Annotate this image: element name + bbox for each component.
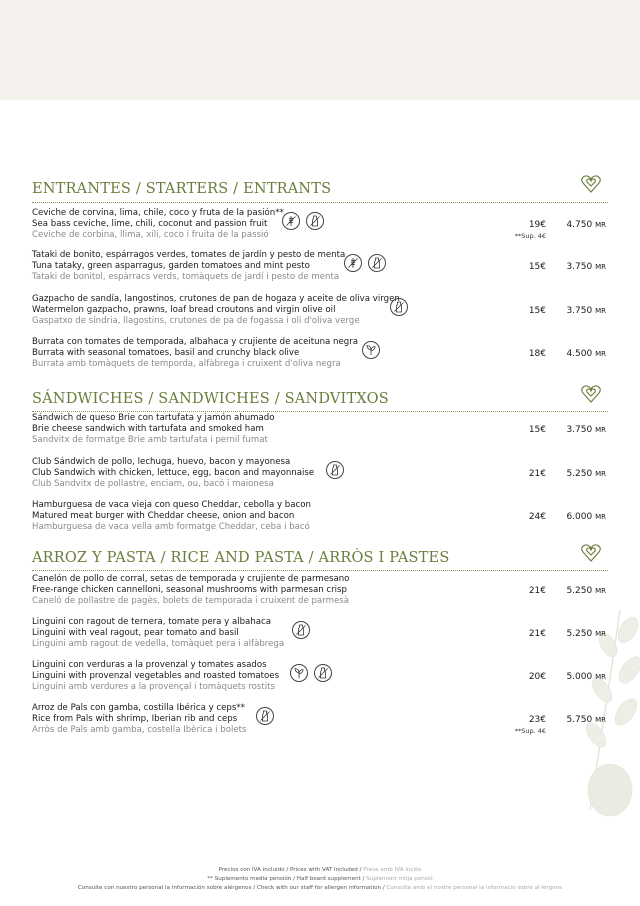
item-mr-price: 4.500 MR bbox=[566, 349, 606, 359]
section-rule bbox=[32, 570, 608, 571]
section-starters bbox=[32, 181, 608, 369]
menu-item bbox=[32, 457, 608, 490]
heart-logo-icon bbox=[580, 384, 602, 404]
section-title: SÁNDWICHES / SANDWICHES / SANDVITXOS bbox=[32, 391, 389, 407]
item-mr-price: 5.250 MR bbox=[566, 586, 606, 596]
item-name-ca: Burrata amb tomàquets de temporda, alfàbrega i cruixent d'oliva negra bbox=[32, 359, 341, 369]
no-lactose-icon bbox=[306, 212, 324, 230]
item-price: 21€ bbox=[528, 629, 546, 639]
section-rule bbox=[32, 411, 608, 412]
item-name-en: Burrata with seasonal tomatoes, basil and crunchy black olive bbox=[32, 348, 300, 358]
item-mr-price: 3.750 MR bbox=[566, 425, 606, 435]
item-name-es: Sándwich de queso Brie con tartufata y jamón ahumado bbox=[32, 413, 275, 423]
item-name-es: Hamburguesa de vaca vieja con queso Cheddar, cebolla y bacon bbox=[32, 500, 311, 510]
item-mr-price: 3.750 MR bbox=[566, 306, 606, 316]
footer-notes bbox=[0, 866, 640, 893]
item-price: 15€ bbox=[528, 262, 546, 272]
item-name-en: Free-range chicken cannelloni, seasonal mushrooms with parmesan crisp bbox=[32, 585, 347, 595]
no-lactose-icon bbox=[326, 461, 344, 479]
item-mr-price: 6.000 MR bbox=[566, 512, 606, 522]
item-price: 20€ bbox=[528, 672, 546, 682]
item-price: 21€ bbox=[528, 586, 546, 596]
header-band bbox=[0, 0, 640, 100]
no-lactose-icon bbox=[256, 707, 274, 725]
item-name-ca: Caneló de pollastre de pagès, bolets de temporada i cruixent de parmesà bbox=[32, 596, 349, 606]
menu-item bbox=[32, 703, 608, 736]
no-lactose-icon bbox=[390, 298, 408, 316]
footer-allergen-line: Consulte con nuestro personal la información sobre alérgenos / Check with our staff for allergen information / Consulte amb el nostre personal la informació sobre al·lèrgens bbox=[77, 885, 563, 891]
item-name-en: Linguini with veal ragout, pear tomato and basil bbox=[32, 628, 239, 638]
item-name-en: Matured meat burger with Cheddar cheese, onion and bacon bbox=[32, 511, 295, 521]
menu-item bbox=[32, 660, 608, 693]
item-name-ca: Arròs de Pals amb gamba, costella Ibèrica i bolets bbox=[32, 725, 247, 735]
item-name-en: Rice from Pals with shrimp, Iberian rib and ceps bbox=[32, 714, 238, 724]
item-mr-price: 5.250 MR bbox=[566, 469, 606, 479]
item-mr-price: 5.750 MR bbox=[566, 715, 606, 725]
item-name-es: Arroz de Pals con gamba, costilla Ibérica y ceps** bbox=[32, 703, 245, 713]
section-sandwiches bbox=[32, 391, 608, 532]
menu-item bbox=[32, 250, 608, 283]
heart-logo-icon bbox=[580, 174, 602, 194]
item-mr-price: 5.250 MR bbox=[566, 629, 606, 639]
item-name-ca: Linguini amb verdures a la provençal i tomàquets rostits bbox=[32, 682, 276, 692]
section-title: ARROZ Y PASTA / RICE AND PASTA / ARRÒS I PASTES bbox=[32, 550, 450, 566]
menu-item bbox=[32, 413, 608, 446]
section-rice-pasta bbox=[32, 550, 608, 735]
item-name-ca: Gaspatxo de síndria, llagostins, crutones de pa de fogassa i oli d'oliva verge bbox=[32, 316, 360, 326]
menu-item bbox=[32, 337, 608, 370]
item-name-en: Tuna tataky, green asparragus, garden tomatoes and mint pesto bbox=[32, 261, 310, 271]
item-name-ca: Hamburguesa de vaca vella amb formatge Cheddar, ceba i bacó bbox=[32, 522, 310, 532]
footer-vat-line: Precios con IVA incluido / Prices with VAT included / Preus amb IVA inclòs bbox=[218, 867, 422, 873]
vegetarian-icon bbox=[290, 664, 308, 682]
item-name-ca: Ceviche de corbina, llima, xili, coco i fruita de la passió bbox=[32, 230, 269, 240]
item-name-es: Tataki de bonito, espárragos verdes, tomates de jardín y pesto de menta bbox=[32, 250, 346, 260]
item-name-ca: Sandvitx de formatge Brie amb tartufata i pernil fumat bbox=[32, 435, 268, 445]
vegetarian-icon bbox=[362, 341, 380, 359]
item-name-en: Club Sandwich with chicken, lettuce, egg, bacon and mayonnaise bbox=[32, 468, 315, 478]
item-name-es: Linguini con ragout de ternera, tomate pera y albahaca bbox=[32, 617, 272, 627]
item-price: 24€ bbox=[528, 512, 546, 522]
item-price: 18€ bbox=[528, 349, 546, 359]
item-name-ca: Tataki de bonitol, espàrracs verds, tomàquets de jardí i pesto de menta bbox=[32, 272, 340, 282]
item-price: 21€ bbox=[528, 469, 546, 479]
item-name-es: Canelón de pollo de corral, setas de temporada y crujiente de parmesano bbox=[32, 574, 350, 584]
item-name-es: Ceviche de corvina, lima, chile, coco y fruta de la pasión** bbox=[32, 208, 284, 218]
section-title: ENTRANTES / STARTERS / ENTRANTS bbox=[32, 181, 332, 197]
section-rule bbox=[32, 202, 608, 203]
item-price: 15€ bbox=[528, 306, 546, 316]
no-lactose-icon bbox=[368, 254, 386, 272]
item-name-es: Gazpacho de sandía, langostinos, crutones de pan de hogaza y aceite de oliva virgen bbox=[32, 294, 400, 304]
item-price: 15€ bbox=[528, 425, 546, 435]
item-mr-price: 5.000 MR bbox=[566, 672, 606, 682]
item-price: 19€ bbox=[528, 220, 546, 230]
menu-item bbox=[32, 208, 608, 241]
no-gluten-icon bbox=[282, 212, 300, 230]
item-name-es: Club Sándwich de pollo, lechuga, huevo, bacon y mayonesa bbox=[32, 457, 291, 467]
no-lactose-icon bbox=[292, 621, 310, 639]
menu-item bbox=[32, 574, 608, 607]
no-gluten-icon bbox=[344, 254, 362, 272]
item-name-en: Linguini with provenzal vegetables and roasted tomatoes bbox=[32, 671, 280, 681]
item-name-es: Burrata con tomates de temporada, albahaca y crujiente de aceituna negra bbox=[32, 337, 359, 347]
menu-item bbox=[32, 617, 608, 650]
menu-item bbox=[32, 500, 608, 533]
item-name-es: Linguini con verduras a la provenzal y tomates asados bbox=[32, 660, 267, 670]
item-name-ca: Club Sandvitx de pollastre, enciam, ou, bacó i maionesa bbox=[32, 479, 274, 489]
menu-item bbox=[32, 294, 608, 327]
item-mr-price: 4.750 MR bbox=[566, 220, 606, 230]
item-price: 23€ bbox=[528, 715, 546, 725]
item-supplement: **Sup. 4€ bbox=[514, 727, 546, 735]
no-lactose-icon bbox=[314, 664, 332, 682]
item-name-en: Sea bass ceviche, lime, chili, coconut and passion fruit bbox=[32, 219, 268, 229]
heart-logo-icon bbox=[580, 543, 602, 563]
item-supplement: **Sup. 4€ bbox=[514, 232, 546, 240]
item-name-en: Watermelon gazpacho, prawns, loaf bread croutons and virgin olive oil bbox=[32, 305, 336, 315]
item-mr-price: 3.750 MR bbox=[566, 262, 606, 272]
footer-supplement-line: ** Suplemento media pensión / Half board supplement / Suplement mitja pensió bbox=[207, 876, 433, 882]
item-name-ca: Linguini amb ragout de vedella, tomàquet pera i alfàbrega bbox=[32, 639, 285, 649]
item-name-en: Brie cheese sandwich with tartufata and smoked ham bbox=[32, 424, 264, 434]
